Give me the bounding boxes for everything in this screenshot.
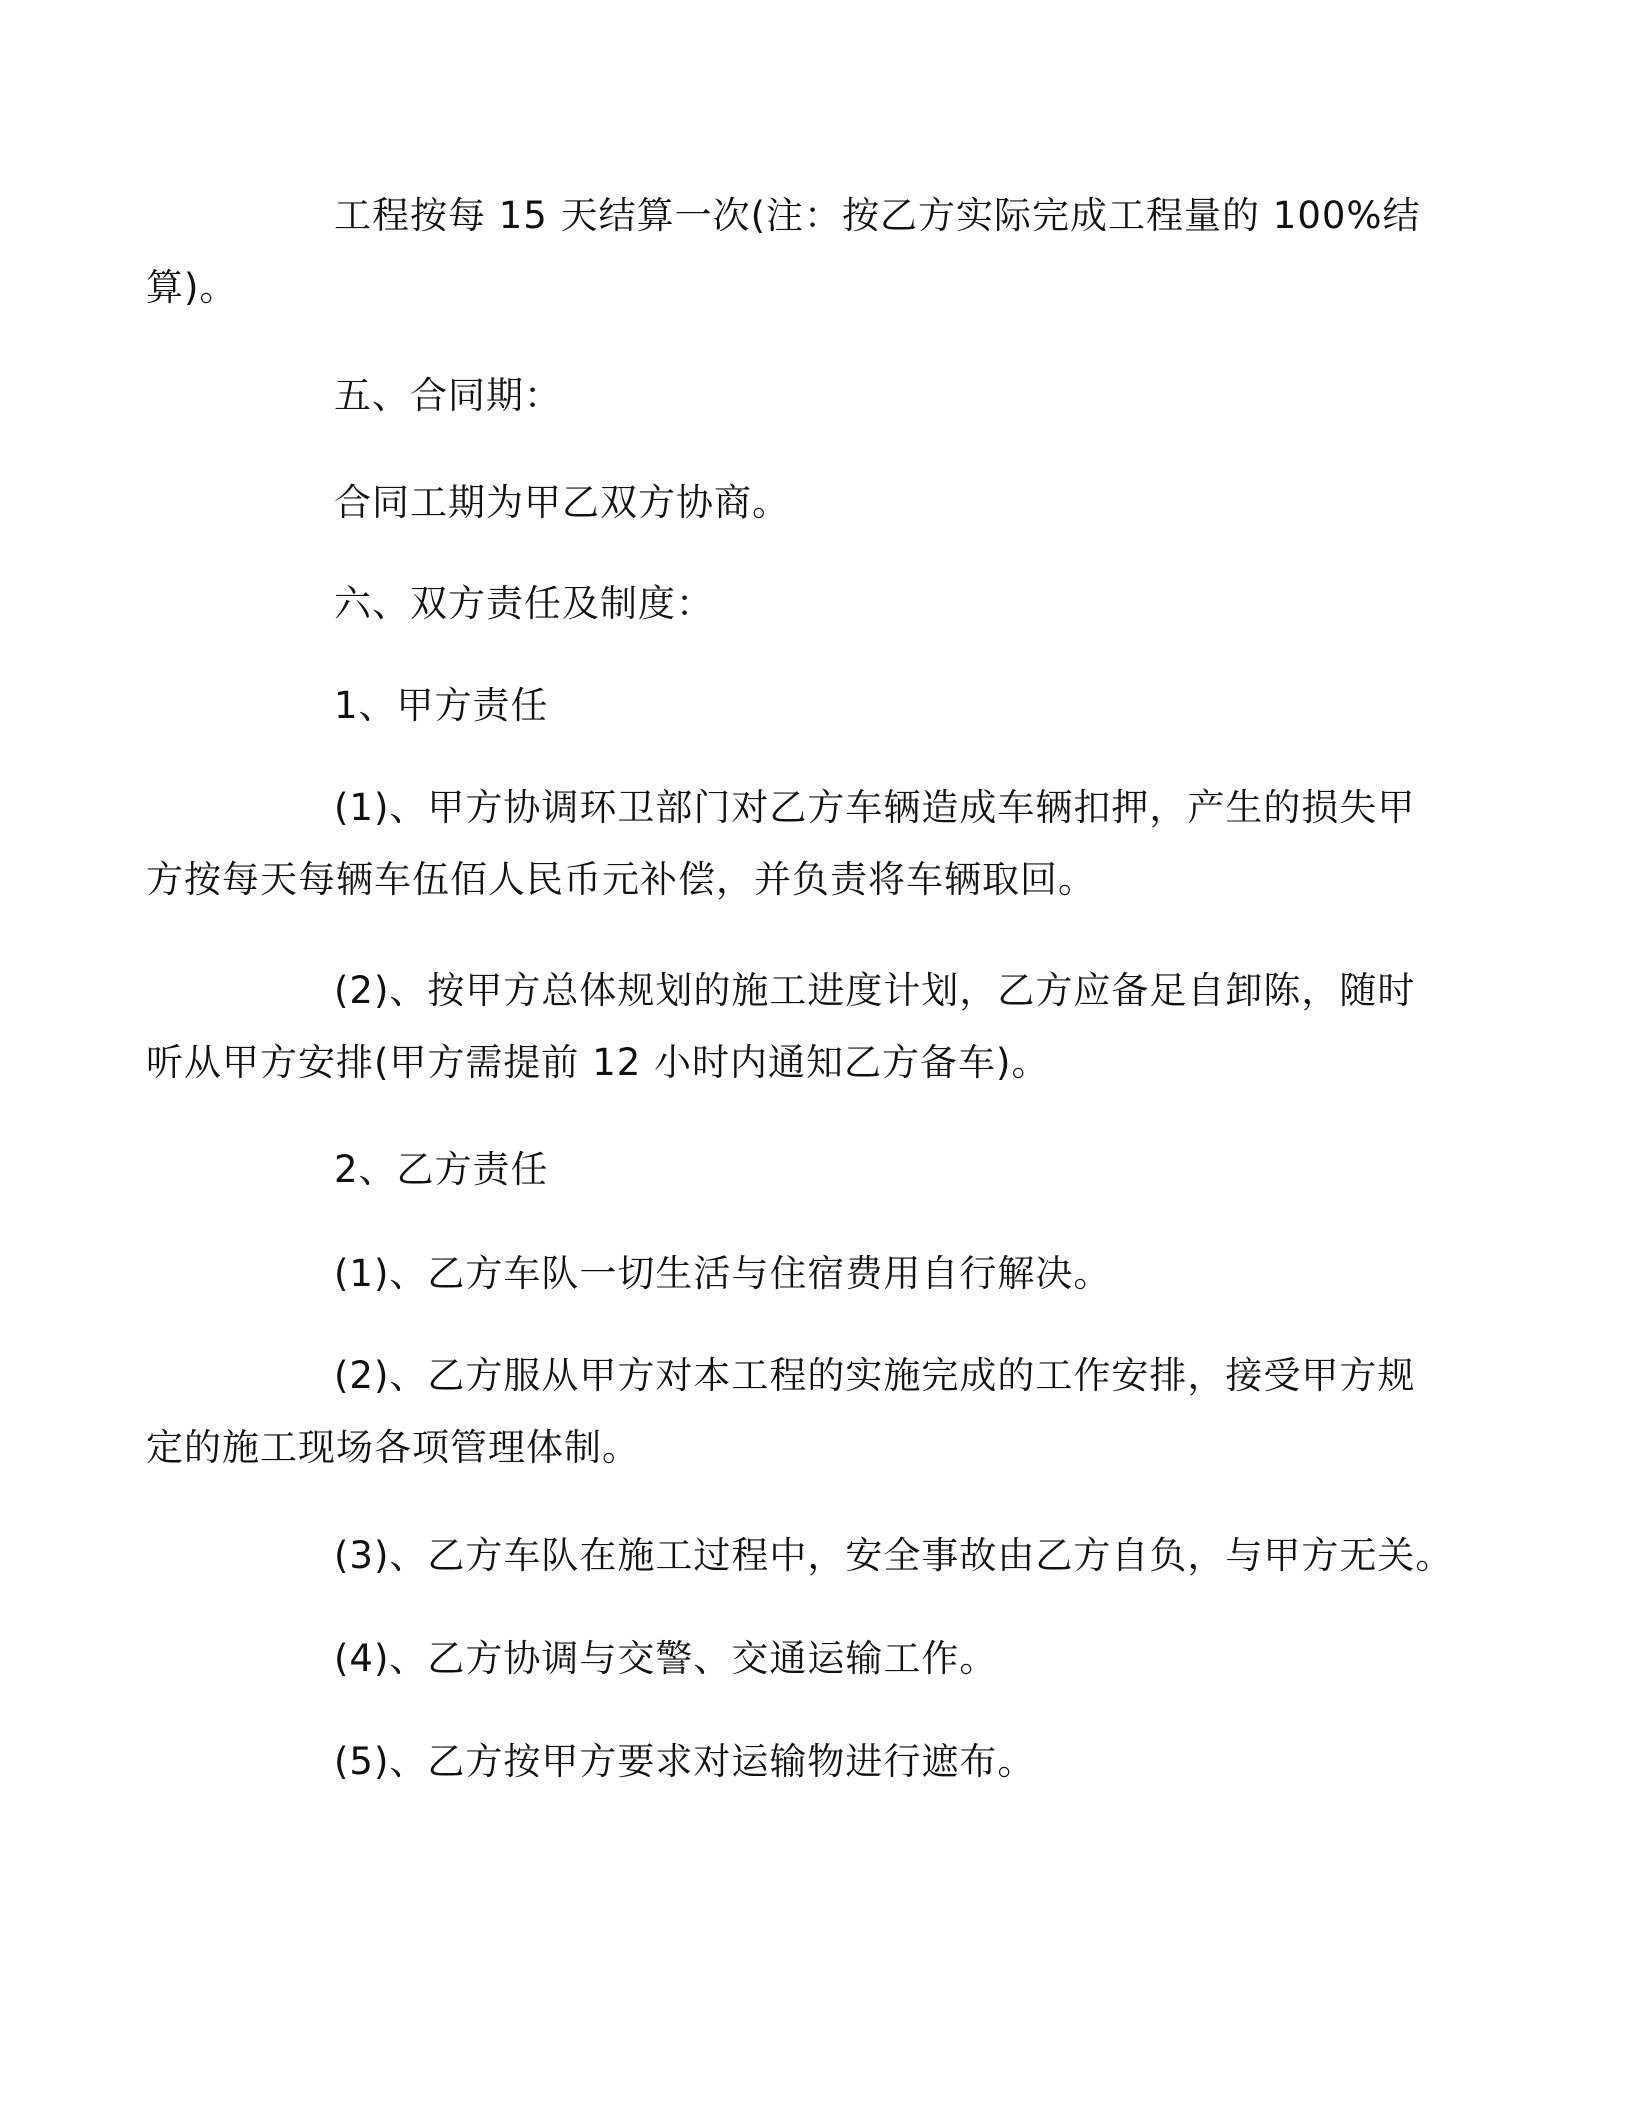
text-line: 听从甲方安排(甲方需提前 12 小时内通知乙方备车)。 (146, 1041, 1050, 1084)
text-line: (1)、甲方协调环卫部门对乙方车辆造成车辆扣押，产生的损失甲 (334, 786, 1416, 829)
section-heading-responsibilities (240, 568, 1400, 640)
subheading-party-a (240, 670, 1400, 742)
paragraph-party-b-item-2 (146, 1340, 1416, 1484)
section-heading-contract-period (240, 360, 1400, 432)
text-line: 工程按每 15 天结算一次(注：按乙方实际完成工程量的 100%结 (334, 194, 1421, 237)
text-line: (2)、乙方服从甲方对本工程的实施完成的工作安排，接受甲方规 (334, 1354, 1416, 1397)
text-line: 定的施工现场各项管理体制。 (146, 1426, 640, 1469)
text-line: (1)、乙方车队一切生活与住宿费用自行解决。 (334, 1252, 1112, 1295)
text-line: 方按每天每辆车伍佰人民币元补偿，并负责将车辆取回。 (146, 858, 1096, 901)
text-line: 2、乙方责任 (334, 1148, 549, 1191)
text-line: 1、甲方责任 (334, 684, 549, 727)
text-line: 合同工期为甲乙双方协商。 (334, 481, 790, 524)
text-line: 算)。 (146, 266, 238, 309)
paragraph-party-a-item-1 (146, 772, 1416, 916)
text-line: (4)、乙方协调与交警、交通运输工作。 (334, 1637, 998, 1680)
text-line: 六、双方责任及制度： (334, 582, 714, 625)
text-line: (3)、乙方车队在施工过程中，安全事故由乙方自负，与甲方无关。 (334, 1534, 1454, 1577)
paragraph-party-b-item-4 (240, 1623, 1400, 1695)
paragraph-settlement (146, 180, 1421, 324)
paragraph-contract-period (240, 467, 1400, 539)
text-line: 五、合同期： (334, 374, 562, 417)
subheading-party-b (240, 1134, 1400, 1206)
paragraph-party-b-item-1 (240, 1238, 1400, 1310)
paragraph-party-a-item-2 (146, 955, 1416, 1099)
paragraph-party-b-item-3 (240, 1520, 1454, 1592)
paragraph-party-b-item-5 (240, 1726, 1400, 1798)
text-line: (5)、乙方按甲方要求对运输物进行遮布。 (334, 1740, 1036, 1783)
text-line: (2)、按甲方总体规划的施工进度计划，乙方应备足自卸陈，随时 (334, 969, 1416, 1012)
